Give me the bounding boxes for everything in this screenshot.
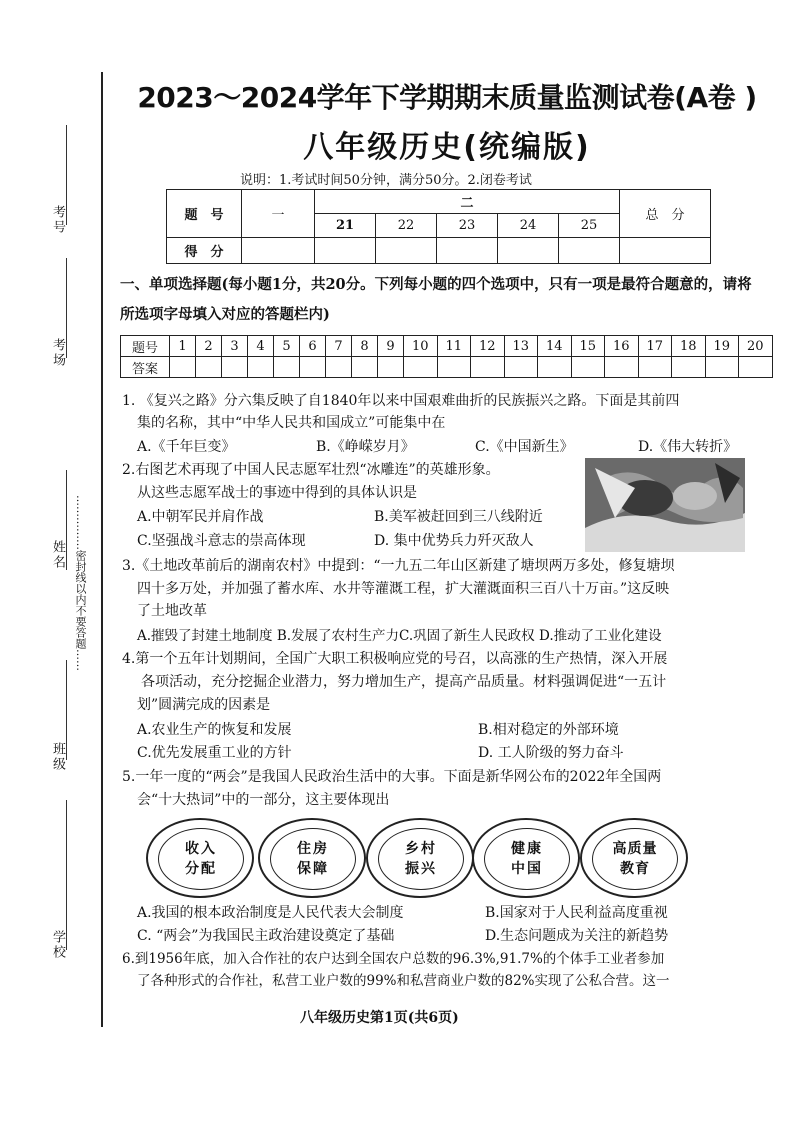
score-table-sub-23: 23 xyxy=(437,214,498,238)
score-table-sub-24: 24 xyxy=(498,214,559,238)
answer-table-number-cell: 15 xyxy=(571,336,605,357)
answer-cell[interactable] xyxy=(378,357,404,378)
answer-cell[interactable] xyxy=(274,357,300,378)
q4-option-b: B.相对稳定的外部环境 xyxy=(478,722,619,738)
q6-stem-line1: 6.到1956年底，加入合作社的农户达到全国农户总数的96.3%,91.7%的个体手工业者参加 xyxy=(122,951,665,967)
hot-word-oval xyxy=(258,818,366,898)
margin-seal-notice: ……………密封线以内不要答题…… xyxy=(74,495,87,671)
q1-option-a: A.《千年巨变》 xyxy=(137,439,236,455)
answer-table-number-cell: 19 xyxy=(705,336,739,357)
answer-cell[interactable] xyxy=(571,357,605,378)
answer-table-number-cell: 7 xyxy=(326,336,352,357)
answer-cell[interactable] xyxy=(471,357,505,378)
q3-stem-line3: 了土地改革 xyxy=(137,603,207,619)
exam-subtitle: 八年级历史(统编版) xyxy=(303,130,591,165)
answer-cell[interactable] xyxy=(326,357,352,378)
answer-cell[interactable] xyxy=(404,357,438,378)
q3-stem-line2: 四十多万处，并加强了蓄水库、水井等灌溉工程，扩大灌溉面积三百八十万亩。”这反映 xyxy=(137,581,670,597)
q2-stem-line1: 2.右图艺术再现了中国人民志愿军壮烈“冰雕连”的英雄形象。 xyxy=(122,462,500,478)
score-table-score-label: 得 分 xyxy=(167,238,242,264)
answer-table-number-cell: 11 xyxy=(437,336,471,357)
score-table-sub-25: 25 xyxy=(559,214,620,238)
q5-stem-line2: 会“十大热词”中的一部分，这主要体现出 xyxy=(137,792,390,808)
answer-cell[interactable] xyxy=(352,357,378,378)
answer-table-number-cell: 16 xyxy=(605,336,639,357)
answer-cell[interactable] xyxy=(605,357,639,378)
q2-option-d: D. 集中优势兵力歼灭敌人 xyxy=(374,533,534,549)
page-footer: 八年级历史第1页(共6页) xyxy=(300,1010,459,1026)
answer-table-number-cell: 12 xyxy=(471,336,505,357)
hot-word-line1: 高质量 xyxy=(612,841,658,857)
binding-margin-line xyxy=(101,72,103,1027)
q3-stem-line1: 3.《土地改革前后的湖南农村》中提到：“一九五二年山区新建了塘坝两万多处，修复塘坝 xyxy=(122,558,675,574)
hot-word-line1: 健康 xyxy=(511,841,543,857)
score-table-total: 总 分 xyxy=(620,190,711,238)
margin-school-label: 学校 xyxy=(50,930,65,960)
margin-class-line xyxy=(66,660,67,760)
answer-cell[interactable] xyxy=(739,357,773,378)
q5-option-b: B.国家对于人民利益高度重视 xyxy=(485,905,668,921)
hot-word-oval xyxy=(472,818,580,898)
score-cell[interactable] xyxy=(315,238,376,264)
q4-option-c: C.优先发展重工业的方针 xyxy=(137,745,292,761)
exam-note: 说明：1.考试时间50分钟，满分50分。2.闭卷考试 xyxy=(240,173,532,188)
answer-table-number-cell: 14 xyxy=(538,336,572,357)
answer-table-number-cell: 10 xyxy=(404,336,438,357)
hot-word-line2: 分配 xyxy=(185,861,217,877)
answer-table-number-cell: 5 xyxy=(274,336,300,357)
hot-word-oval xyxy=(580,818,688,898)
answer-cell[interactable] xyxy=(705,357,739,378)
answer-table xyxy=(120,335,773,378)
answer-table-number-cell: 3 xyxy=(222,336,248,357)
answer-table-number-cell: 6 xyxy=(300,336,326,357)
q1-option-b: B.《峥嵘岁月》 xyxy=(316,439,415,455)
margin-name-label: 姓名 xyxy=(50,540,65,570)
q4-stem-line1: 4.第一个五年计划期间，全国广大职工积极响应党的号召，以高涨的生产热情，深入开展 xyxy=(122,651,668,667)
q2-option-a: A.中朝军民并肩作战 xyxy=(137,509,264,525)
score-table-question-label: 题 号 xyxy=(167,190,242,238)
score-cell[interactable] xyxy=(559,238,620,264)
q6-stem-line2: 了各种形式的合作社，私营工业户数的99%和私营商业户数的82%实现了公私合营。这一 xyxy=(137,973,670,989)
hot-word-oval xyxy=(366,818,474,898)
answer-cell[interactable] xyxy=(248,357,274,378)
score-cell[interactable] xyxy=(437,238,498,264)
answer-table-number-cell: 18 xyxy=(672,336,706,357)
hot-word-line1: 乡村 xyxy=(405,841,437,857)
margin-class-label: 班级 xyxy=(50,742,65,772)
q5-option-a: A.我国的根本政治制度是人民代表大会制度 xyxy=(137,905,404,921)
answer-cell[interactable] xyxy=(170,357,196,378)
answer-table-number-cell: 9 xyxy=(378,336,404,357)
q2-option-c: C.坚强战斗意志的崇高体现 xyxy=(137,533,306,549)
margin-school-line xyxy=(66,800,67,950)
q5-option-c: C. “两会”为我国民主政治建设奠定了基础 xyxy=(137,928,395,944)
answer-table-answer-label: 答案 xyxy=(121,357,170,378)
section-one-heading: 一、单项选择题(每小题1分，共20分。下列每小题的四个选项中，只有一项是最符合题意的，请将所选项字母填入对应的答题栏内) xyxy=(120,276,752,323)
hot-word-line2: 保障 xyxy=(297,861,329,877)
q1-stem-line2: 集的名称，其中“中华人民共和国成立”可能集中在 xyxy=(137,415,446,431)
hot-word-line1: 收入 xyxy=(185,841,217,857)
score-cell[interactable] xyxy=(376,238,437,264)
margin-name-line xyxy=(66,470,67,570)
margin-exam-number-line xyxy=(66,125,67,225)
margin-exam-room-line xyxy=(66,258,67,358)
q2-option-b: B.美军被赶回到三八线附近 xyxy=(374,509,543,525)
score-table xyxy=(166,189,711,264)
q5-stem-line1: 5.一年一度的“两会”是我国人民政治生活中的大事。下面是新华网公布的2022年全国两 xyxy=(122,769,662,785)
q4-option-d: D. 工人阶级的努力奋斗 xyxy=(478,745,624,761)
answer-table-number-cell: 2 xyxy=(196,336,222,357)
answer-cell[interactable] xyxy=(300,357,326,378)
answer-table-number-cell: 1 xyxy=(170,336,196,357)
score-cell[interactable] xyxy=(620,238,711,264)
answer-cell[interactable] xyxy=(504,357,538,378)
q2-stem-line2: 从这些志愿军战士的事迹中得到的具体认识是 xyxy=(137,485,417,501)
q1-option-d: D.《伟大转折》 xyxy=(638,439,738,455)
q4-stem-line3: 划”圆满完成的因素是 xyxy=(137,697,271,713)
q4-option-a: A.农业生产的恢复和发展 xyxy=(137,722,292,738)
answer-table-number-cell: 17 xyxy=(638,336,672,357)
answer-table-number-cell: 13 xyxy=(504,336,538,357)
score-cell[interactable] xyxy=(498,238,559,264)
q1-option-c: C.《中国新生》 xyxy=(475,439,574,455)
score-table-sub-21: 21 xyxy=(315,214,376,238)
hot-word-oval xyxy=(146,818,254,898)
hot-words-figure xyxy=(146,818,746,904)
hot-word-line2: 教育 xyxy=(620,861,650,877)
q1-stem-line1: 1. 《复兴之路》分六集反映了自1840年以来中国艰难曲折的民族振兴之路。下面是其前四 xyxy=(122,393,680,409)
answer-cell[interactable] xyxy=(196,357,222,378)
ice-sculpture-company-photo xyxy=(585,458,745,552)
answer-cell[interactable] xyxy=(222,357,248,378)
q4-stem-line2: 各项活动，充分挖掘企业潜力，努力增加生产，提高产品质量。材料强调促进“一五计 xyxy=(141,674,667,690)
answer-cell[interactable] xyxy=(538,357,572,378)
hot-word-line1: 住房 xyxy=(297,841,329,857)
answer-table-number-cell: 20 xyxy=(739,336,773,357)
answer-table-number-cell: 4 xyxy=(248,336,274,357)
answer-cell[interactable] xyxy=(638,357,672,378)
margin-exam-number-label: 考号 xyxy=(50,205,65,235)
answer-cell[interactable] xyxy=(672,357,706,378)
answer-cell[interactable] xyxy=(437,357,471,378)
answer-table-number-cell: 8 xyxy=(352,336,378,357)
score-table-sub-22: 22 xyxy=(376,214,437,238)
margin-exam-room-label: 考场 xyxy=(50,338,65,368)
score-table-part-two: 二 xyxy=(315,190,620,214)
q3-options: A.摧毁了封建土地制度 B.发展了农村生产力C.巩固了新生人民政权 D.推动了工业化建设 xyxy=(137,628,662,644)
hot-word-line2: 中国 xyxy=(511,861,543,877)
hot-word-line2: 振兴 xyxy=(405,861,437,877)
q5-option-d: D.生态问题成为关注的新趋势 xyxy=(485,928,669,944)
exam-title: 2023～2024学年下学期期末质量监测试卷(A卷 ) xyxy=(137,81,757,114)
score-cell[interactable] xyxy=(242,238,315,264)
answer-table-number-label: 题号 xyxy=(121,336,170,357)
score-table-part-one: 一 xyxy=(242,190,315,238)
